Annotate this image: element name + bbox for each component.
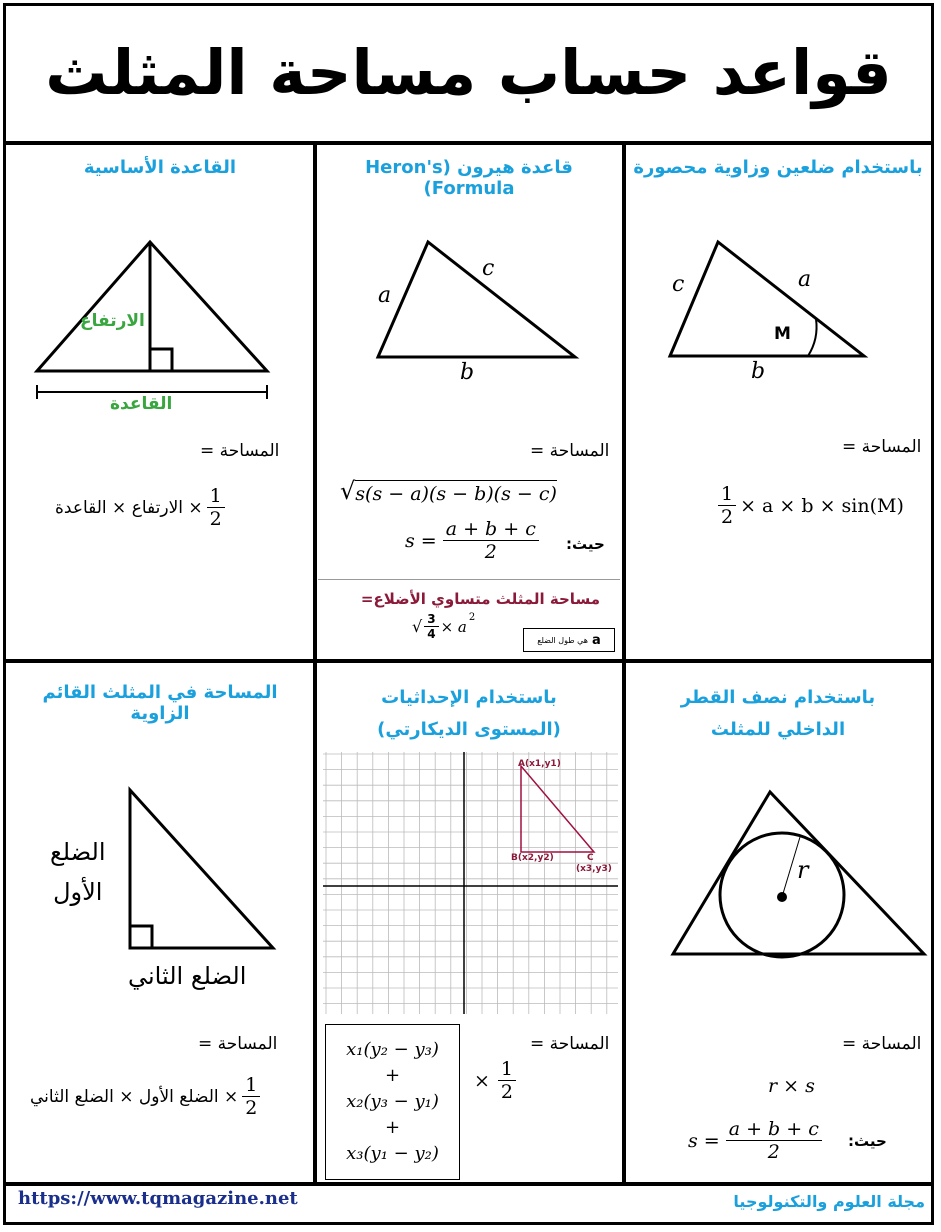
sas-side-c: c — [672, 272, 685, 297]
coords-area-label: المساحة = — [530, 1034, 610, 1054]
right-formula-text: × الضلع الأول × الضلع الثاني — [30, 1086, 239, 1107]
incircle-where: حيث: — [848, 1132, 887, 1150]
heron-triangle — [378, 242, 575, 357]
angle-arc — [808, 319, 817, 356]
s-fraction — [443, 518, 539, 563]
incircle-title — [628, 682, 928, 746]
coords-formula-box — [325, 1024, 460, 1180]
sas-area-label: المساحة = — [842, 437, 922, 457]
heron-s-definition — [405, 518, 539, 563]
eq-fraction — [424, 612, 438, 641]
leg1-label — [50, 832, 106, 912]
s-lhs: s = — [405, 529, 437, 552]
coords-fraction — [498, 1058, 516, 1103]
point-c-coords: (x3,y3) — [576, 864, 612, 874]
frac-num: 1 — [242, 1074, 260, 1097]
sas-formula — [718, 483, 904, 528]
footer-magazine: مجلة العلوم والتكنولوجيا — [733, 1192, 925, 1211]
sas-angle-label: M — [774, 324, 791, 344]
frac-num: 1 — [718, 483, 736, 506]
heron-triangle-diagram — [360, 230, 600, 380]
leg1-line1: الضلع — [50, 838, 106, 866]
point-c-label: C — [587, 853, 594, 863]
equilateral-label: مساحة المثلث متساوي الأضلاع= — [360, 590, 600, 608]
grid-divider-left — [313, 145, 317, 1185]
heron-side-c: c — [482, 256, 495, 281]
basic-triangle-diagram — [20, 230, 290, 410]
heron-where: حيث: — [566, 535, 605, 553]
sas-formula-text: × a × b × sin(M) — [740, 494, 904, 517]
coords-times: × — [474, 1069, 490, 1092]
basic-half — [207, 485, 225, 530]
frac-num: 1 — [207, 485, 225, 508]
frac-num: 1 — [498, 1058, 516, 1081]
heron-side-a: a — [378, 283, 392, 308]
incircle-formula: r × s — [768, 1075, 815, 1097]
right-area-label: المساحة = — [198, 1034, 278, 1054]
footer-url[interactable]: https://www.tqmagazine.net — [18, 1188, 298, 1209]
coords-plus1: + — [384, 1065, 401, 1086]
heron-separator — [318, 579, 620, 580]
right-triangle — [130, 790, 273, 948]
s-den: 2 — [767, 1141, 780, 1163]
leg1-line2: الأول — [53, 878, 103, 906]
incircle-s-definition — [688, 1118, 822, 1163]
heron-title: قاعدة هيرون (Heron's Formula) — [365, 157, 573, 199]
frac-den: 2 — [721, 506, 734, 528]
grid-lines — [323, 752, 618, 1014]
coords-title-line2: (المستوى الديكارتي) — [377, 719, 561, 740]
grid-divider-right — [622, 145, 626, 1185]
coords-row3: x₃(y₁ − y₂) — [346, 1143, 439, 1164]
base-label: القاعدة — [110, 394, 173, 414]
s-lhs: s = — [688, 1129, 720, 1152]
basic-area-label: المساحة = — [200, 441, 280, 461]
basic-formula-text: × الارتفاع × القاعدة — [55, 497, 203, 518]
coords-row2: x₂(y₃ − y₁) — [346, 1091, 439, 1112]
frac-den: 2 — [500, 1081, 514, 1103]
basic-formula — [55, 485, 225, 530]
right-title: المساحة في المثلث القائم الزاوية — [42, 682, 278, 724]
coord-triangle — [521, 766, 594, 852]
radius-label: r — [797, 856, 809, 884]
eq-sqrt-sign: √ — [412, 617, 423, 636]
sas-triangle — [670, 242, 864, 356]
incircle-title-line1: باستخدام نصف القطر — [680, 687, 876, 708]
eq-den: 4 — [427, 627, 436, 641]
point-a-label: A(x1,y1) — [518, 759, 561, 769]
right-formula — [30, 1074, 260, 1119]
side-note-box — [523, 628, 615, 652]
grid-divider-middle — [3, 659, 934, 663]
coords-title-line1: باستخدام الإحداثيات — [381, 687, 557, 708]
coords-half — [474, 1058, 516, 1103]
heron-area-label: المساحة = — [530, 441, 610, 461]
eq-tail: × a — [440, 617, 467, 636]
sas-side-b: b — [751, 359, 766, 384]
basic-title: القاعدة الأساسية — [83, 157, 237, 178]
frac-den: 2 — [209, 508, 222, 530]
cartesian-plane — [323, 752, 618, 1014]
footer-divider — [3, 1182, 934, 1186]
s-num: a + b + c — [726, 1118, 822, 1141]
heron-formula — [340, 476, 557, 506]
equilateral-formula — [412, 612, 475, 641]
height-label: الارتفاع — [80, 311, 145, 331]
sas-side-a: a — [798, 267, 812, 292]
right-half — [242, 1074, 260, 1119]
point-b-label: B(x2,y2) — [511, 853, 554, 863]
heron-radicand: s(s − a)(s − b)(s − c) — [355, 480, 557, 505]
right-angle-mark — [130, 926, 152, 948]
eq-exp: 2 — [468, 612, 476, 623]
leg2-label: الضلع الثاني — [128, 962, 247, 990]
right-triangle-diagram — [120, 780, 290, 960]
coords-row1: x₁(y₂ − y₃) — [346, 1039, 439, 1060]
s-num: a + b + c — [443, 518, 539, 541]
sas-triangle-diagram — [660, 230, 880, 370]
sas-half — [718, 483, 736, 528]
coords-plus2: + — [384, 1117, 401, 1138]
incircle-title-line2: الداخلي للمثلث — [710, 719, 846, 740]
basic-triangle — [37, 242, 267, 371]
coords-title — [318, 682, 620, 746]
sqrt-sign: √ — [340, 477, 356, 505]
right-angle-mark — [150, 349, 172, 371]
sas-title: باستخدام ضلعين وزاوية محصورة — [633, 157, 923, 178]
s-den: 2 — [484, 541, 497, 563]
title-banner — [3, 3, 934, 145]
page-title: قواعد حساب مساحة المثلث — [45, 35, 892, 109]
note-a: a — [592, 632, 601, 648]
frac-den: 2 — [245, 1097, 258, 1119]
incircle-area-label: المساحة = — [842, 1034, 922, 1054]
s-fraction — [726, 1118, 822, 1163]
eq-num: 3 — [424, 612, 438, 627]
heron-side-b: b — [460, 360, 475, 385]
note-text: هي طول الضلع — [537, 635, 589, 645]
